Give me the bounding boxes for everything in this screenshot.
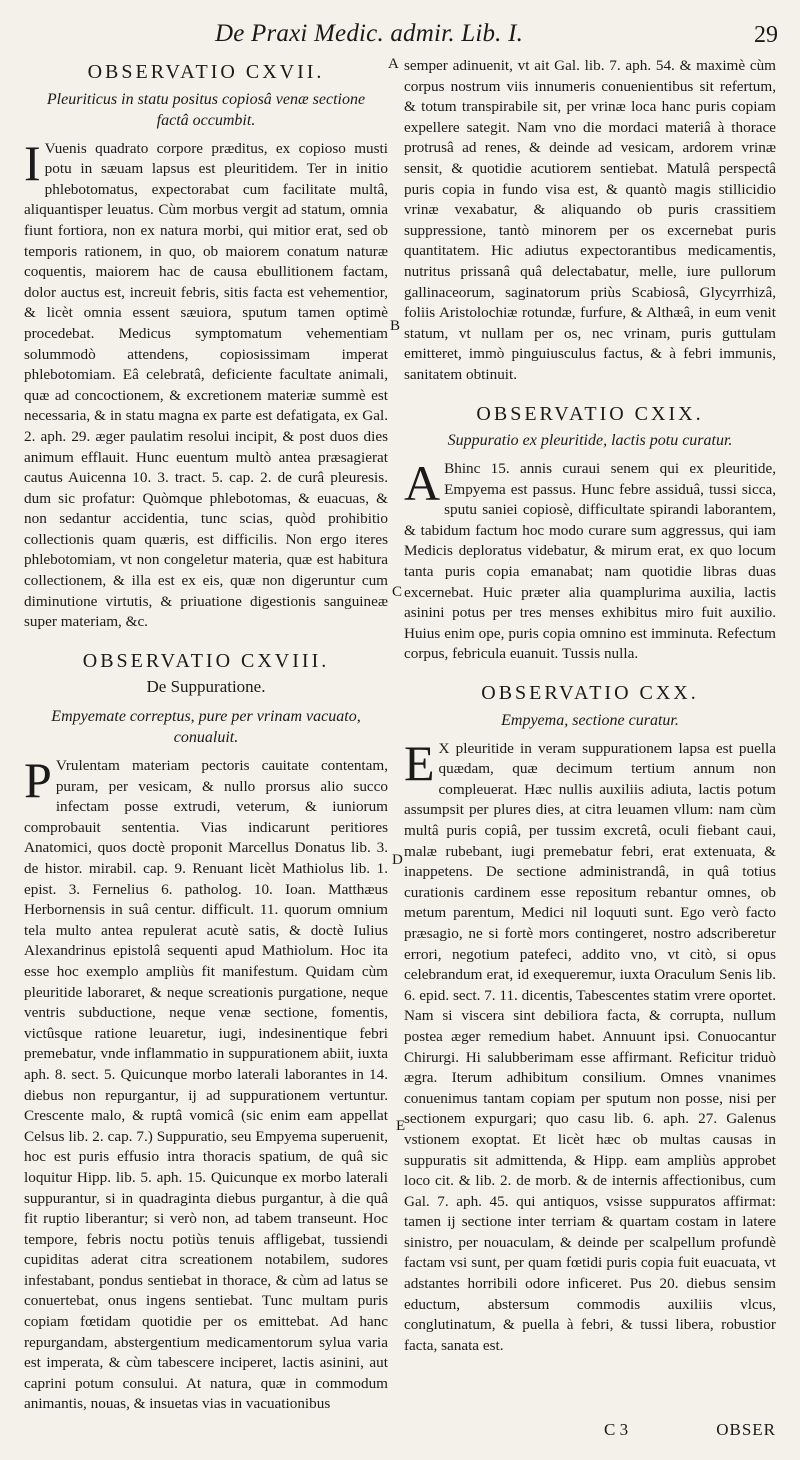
observation-body <box>404 734 776 1357</box>
page-footer <box>0 1420 800 1442</box>
observation-subtitle: De Suppuratione. <box>146 677 266 697</box>
right-column <box>404 56 776 1362</box>
observation-summary: Empyemate correptus, pure per vrinam vacuato, conualuit. <box>51 708 361 747</box>
margin-letter: C <box>392 584 403 600</box>
observation-heading: OBSERVATIO CXIX. <box>476 402 704 425</box>
page-number: 29 <box>754 22 778 48</box>
body-text: X pleuritide in veram suppurationem lapsa est puella quædam, quæ decimum tertium annum non compleuerat. Hæc nullis auxiliis adiuta, lactis potum assumpsit per plures dies, at citra leuamen vllum: nam cùm multâ puris copiâ, per tussim excretâ, oculi fiebant caui, malæ rubebant, iugi premebatur febri, erat extenuata, & inappetens. De sectione administrandâ, in quâ totius curationis cardinem esse repositum rebantur omnes, ob metum parentum, Medici nil loquuti sunt. Ego verò facto præsagio, ne si fortè mors contingeret, nostro adscriberetur errori, negotium patefeci, addito vno, vt citò, si opus celebrandum erat, id exequeremur, iuxta Oraculum Senis lib. 6. epid. sect. 7. 11. dicentis, Tabescentes statim vrere oportet. Nam si viscera sint debiliora facta, & corrupta, nullum postea æger remedium habet. Annuunt ipsi. Conuocantur Chirurgi. Hi salubberimam esse affirmant. Reficitur triduò ægra. Iterum adhibitum consilium. Omnes vnanimes conuenimus tantam copiam per sputum non posse, nisi per sectionem expurgari; quo casu lib. 6. aph. 27. Galenus vstionem exoptat. Et licèt hæc ob multas causas in suppuratis sit admittenda, & Hipp. eam ampliùs approbet loco cit. & lib. 2. de morb. & de internis affectionibus, cum Gal. 7. aph. 45. qui antiquos, vsisse suppuratos affirmat: tamen ij sectione inter terriam & quartam costam in latere sinistro, per nouaculam, & deinde per scalpellum profundè factam vsi sunt, per quam fœtidi puris copia fuit euacuata, vt adstantes horribili odore inficeret. Pus 20. diebus sensim eductum, abstersum commodis auxiliis vlcus, conglutinatum, & puella à febri, & tussi libera, robustior facta, sanata est. <box>404 739 776 1354</box>
margin-letter: B <box>390 318 401 334</box>
observation-body <box>24 752 388 1415</box>
catchword: OBSER <box>716 1420 776 1439</box>
drop-cap: I <box>24 134 41 191</box>
observation-summary: Pleuriticus in statu positus copiosâ venæ sectione factâ occumbit. <box>46 90 366 129</box>
observation-body-continued <box>404 56 776 386</box>
observation-body <box>404 455 776 665</box>
observation-summary: Suppuratio ex pleuritide, lactis potu curatur. <box>447 432 733 450</box>
margin-letter: D <box>392 852 403 868</box>
margin-letter: E <box>396 1118 406 1134</box>
body-text: semper adinuenit, vt ait Gal. lib. 7. aph. 54. & maximè cùm corpus nostrum viis innumeris conuenientibus sit refertum, & totum transpirabile sit, per vrinæ loca hanc puris copiam expellere sategit. Nam vno die mordaci materiâ à thorace protrusâ ad renes, & deinde ad vesicam, ardorem vrinæ sensit, & quotidie acutiorem sentiebat. Matulâ perspectâ puris copia in fundo visa est, & quantò magis stillicidio vrinæ vexabatur, & aliquando ob puris crassitiem suppressione, tantò minorem per os excernebat puris quantitatem. Hic adiutus expectorantibus medicamentis, nutritus prissanâ quâ delectabatur, melle, iure pullorum gallinaceorum, saginatorum priùs Scabiosâ, Glycyrrhizâ, foliis Aristolochiæ rotundæ, furfure, & Althæâ, in eum venit statum, vt nullam per os, nec vrinam, puris guttulam emitteret, immò pinguiusculus factus, & à febri immunis, sanitatem obtinuit. <box>404 57 776 383</box>
drop-cap: E <box>404 734 435 791</box>
body-text: Bhinc 15. annis curaui senem qui ex pleuritide, Empyema est passus. Hunc febre assiduâ, tussi sicca, sputu saniei copiosè, difficultate spirandi laborantem, & tabidum factum hoc modo curare sum aggressus, qui iam Medicis deploratus videbatur, & mirum erat, ex quo locum tanta puris copia emanabat; nam quotidie libras duas excernebat. Huic præter alia quamplurima auxilia, lactis asinini potus per tres menses exhibitus miro fuit auxilio. Huius enim ope, puris copia omnino est imminuta. Refectum corpus, febricula euanuit. Tussis nulla. <box>404 460 776 663</box>
drop-cap: A <box>404 455 441 512</box>
body-text: Vrulentam materiam pectoris cauitate contentam, puram, per vesicam, & nullo prorsus alio succo infectam posse extrudi, veterum, & iuniorum comprobauit sententia. Vias indicarunt peritiores Anatomici, quos doctè proponit Marcellus Donatus lib. 3. de histor. mirabil. cap. 9. Renuant licèt Mathiolus lib. 1. epist. 3. Fernelius 6. patholog. 10. Ioan. Matthæus Herbornensis in suâ centur. difficult. 11. quorum omnium tela multo antea repulerat acutè satis, & doctè Iulius Alexandrinus epistolâ sequenti apud Mathiolum. Hoc ita esse hoc exemplo ampliùs fit manifestum. Quidam cùm pleuritide laboraret, & neque screationis purgatione, neque ventris subductione, neque venæ sectione, fomentis, victûsque ratione leuaretur, iugi, indesinentique febri premebatur, vnde inflammatio in suppurationem abiit, iuxta aph. 8. sect. 5. Quicunque morbo laterali laborantes in 14. diebus non repurgantur, ij ad suppurationem vertuntur. Crescente malo, & ruptâ vomicâ (sic enim eam appellat Celsus lib. 2. cap. 7.) Suppuratio, seu Empyema superuenit, hoc est puris effusio intra thoracis spatium, de quâ sic loquitur Hipp. lib. 5. aph. 15. Quicunque ex morbo laterali suppurantur, si in quadraginta diebus purgantur, à die quâ fit ruptio liberantur; si verò non, ad tabem transeunt. Hoc tempore, febris noctu potiùs tenuis affligebat, tussiendi cupiditas aderat citra screationem notabilem, sudores infestabant, pondus sentiebat in thorace, & cùm ad latus se conuertebat, onus ingens sentiebat. Tunc multam puris copiam fœtidam quotidie per os emittebat. Ad hanc repurgandam, abstergentium medicamentorum sylua varia est imperata, & cùm tabescere inciperet, lactis asinini, aut caprini potum consului. At natura, quæ in commodum animantis, nouas, & insuetas vias in vacuationibus <box>24 757 388 1413</box>
observation-heading: OBSERVATIO CXVII. <box>87 61 325 83</box>
running-title: De Praxi Medic. admir. Lib. I. <box>215 20 524 47</box>
drop-cap: P <box>24 752 52 809</box>
observation-heading: OBSERVATIO CXX. <box>481 682 699 705</box>
body-text: Vuenis quadrato corpore præditus, ex copioso musti potu in sæuam lapsus est pleuritidem. Ter in initio phlebotomatus, expectorabat cum facilitate multâ, aliquantisper leuatus. Cùm morbus vergit ad statum, omnia fiunt fortiora, non ex natura morbi, qui mitior erat, sed ob temporis rationem, in quo, ob maiorem conatum naturæ coquentis, maiorem hac de causa ebullitionem factam, dolor auctus est, increuit febris, sitis facta est vehementior, & licèt omnia essent sæuiora, sputum tamen optimè procedebat. Medicus symptomatum vehementiam solummodò attendens, copiosissimam imperat phlebotomiam. Eâ celebratâ, deficiente facultate animali, quæ ad concoctionem, & excretionem materiæ summè est necessaria, & in statu magna ex parte est defatigata, ex Gal. 2. aph. 29. æger paulatim resolui incipit, & post duos dies animum efflauit. Hunc euentum multò antea præsagierat cautus Auicenna 10. 3. tract. 5. cap. 2. de curâ pleuresis. dum sic profatur: Quòmque phlebotomas, & euacuas, & non sedantur accidentia, tunc scias, quòd prohibitio collectionis quam quæris, est difficilis. Non ergo iteres phlebotomiam, vt non congeletur materia, quæ est habitura collectionem, & illa est ex eis, quæ non digeruntur cum diminutione virtutis, & priuatione digestionis sanguineæ super materiam, &c. <box>24 139 388 631</box>
margin-letter: A <box>388 56 399 72</box>
running-head <box>0 18 800 52</box>
observation-body <box>24 134 388 633</box>
left-column <box>24 56 388 1421</box>
signature-mark: C 3 <box>604 1420 629 1439</box>
observation-summary: Empyema, sectione curatur. <box>501 711 679 729</box>
observation-heading: OBSERVATIO CXVIII. <box>82 649 330 672</box>
